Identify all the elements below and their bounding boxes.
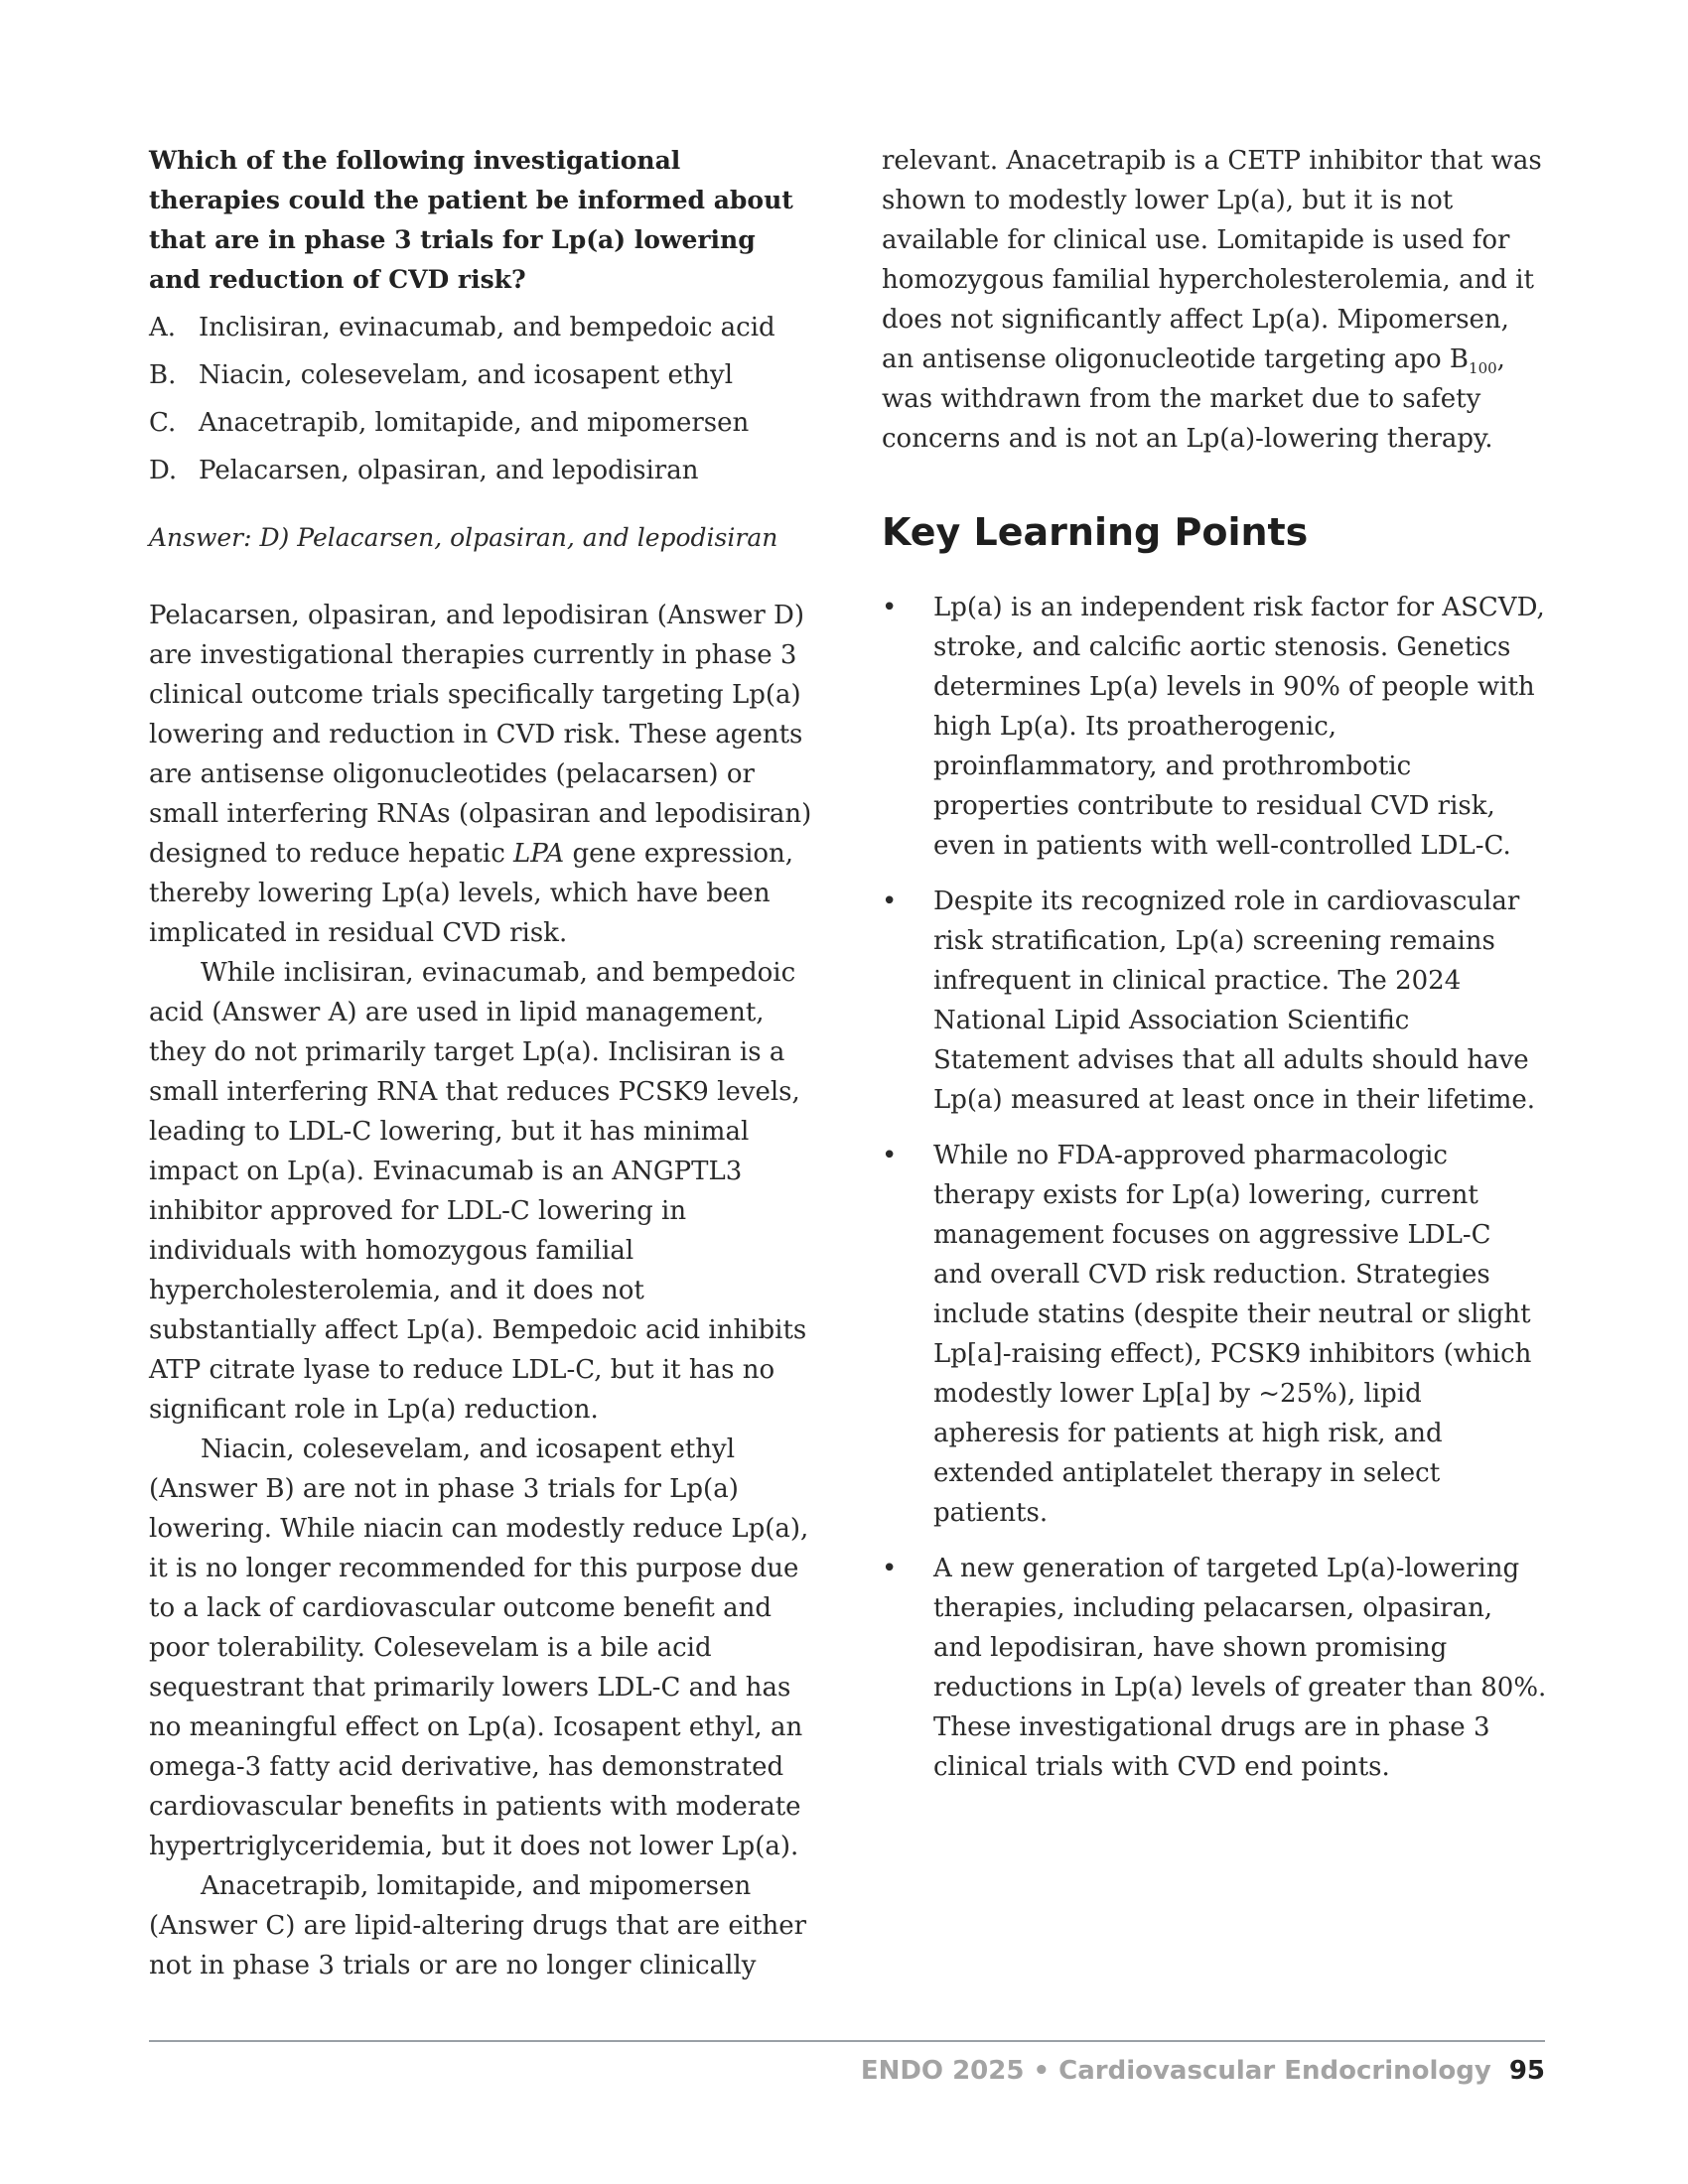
paragraph-text: Pelacarsen, olpasiran, and lepodisiran (Answer D) are investigational therapies currently in phase 3 clinical outcome trials specifically targeting Lp(a) lowering and reduction in CVD risk. These agents are antisense oligonucleotides (pelacarsen) or small interfering RNAs (olpasiran and lepodisiran) designed to reduce hepatic (149, 601, 812, 869)
page-footer (861, 2051, 1545, 2091)
key-points-list (882, 588, 1547, 1787)
bullet-icon: • (882, 887, 898, 916)
answer-options (149, 304, 814, 494)
left-column (149, 141, 814, 1985)
key-point-item (882, 882, 1547, 1120)
question-stem: Which of the following investigational therapies could the patient be informed about that are in phase 3 trials for Lp(a) lowering and reduction of CVD risk? (149, 146, 793, 294)
option-letter: A. (149, 313, 177, 342)
explanation-paragraph-2: While inclisiran, evinacumab, and bempedoic acid (Answer A) are used in lipid management, they do not primarily target Lp(a). Inclisiran is a small interfering RNA that reduces PCSK9 levels, leading to LDL-C lowering, but it has minimal impact on Lp(a). Evinacumab is an ANGPTL3 inhibitor approved for LDL-C lowering in individuals with homozygous familial hypercholesterolemia, and it does not substantially affect Lp(a). Bempedoic acid inhibits ATP citrate lyase to reduce LDL-C, but it has no significant role in Lp(a) reduction. (149, 958, 807, 1425)
subscript: 100 (1469, 359, 1497, 378)
key-point-item (882, 588, 1547, 866)
option-a (149, 304, 814, 351)
key-point-text: Despite its recognized role in cardiovascular risk stratification, Lp(a) screening remains infrequent in clinical practice. The 2024 National Lipid Association Scientific Statement advises that all adults should have Lp(a) measured at least once in their lifetime. (933, 887, 1536, 1115)
bullet-icon: • (882, 1554, 898, 1583)
explanation-paragraph-1 (149, 596, 814, 953)
explanation-paragraph-4-continued (882, 141, 1547, 459)
key-point-text: While no FDA-approved pharmacologic therapy exists for Lp(a) lowering, current management focuses on aggressive LDL-C and overall CVD risk reduction. Strategies include statins (despite their neutral or slight Lp[a]-raising effect), PCSK9 inhibitors (which modestly lower Lp[a] by ~25%), lipid apheresis for patients at high risk, and extended antiplatelet therapy in select patients. (933, 1141, 1532, 1528)
option-d (149, 447, 814, 494)
bullet-icon: • (882, 1141, 898, 1170)
key-learning-points-heading: Key Learning Points (882, 510, 1309, 554)
option-b (149, 351, 814, 399)
key-point-text: Lp(a) is an independent risk factor for ASCVD, stroke, and calcific aortic stenosis. Genetics determines Lp(a) levels in 90% of people with high Lp(a). Its proatherogenic, proinflammatory, and prothrombotic properties contribute to residual CVD risk, even in patients with well-controlled LDL-C. (933, 593, 1545, 861)
key-point-item (882, 1549, 1547, 1787)
option-letter: D. (149, 456, 178, 485)
bullet-icon: • (882, 593, 898, 622)
page-number: 95 (1508, 2056, 1545, 2086)
answer-line: Answer: D) Pelacarsen, olpasiran, and lepodisiran (149, 523, 778, 552)
option-letter: B. (149, 360, 177, 390)
explanation-paragraph-4: Anacetrapib, lomitapide, and mipomersen (Answer C) are lipid-altering drugs that are either not in phase 3 trials or are no longer clinically (149, 1871, 807, 1980)
gene-name: LPA (513, 839, 565, 869)
option-c (149, 399, 814, 447)
key-point-item (882, 1136, 1547, 1533)
paragraph-text: gene expression, thereby lowering Lp(a) levels, which have been implicated in residual CVD risk. (149, 839, 794, 948)
option-letter: C. (149, 408, 177, 438)
explanation-paragraph-3: Niacin, colesevelam, and icosapent ethyl (Answer B) are not in phase 3 trials for Lp(a) lowering. While niacin can modestly reduce Lp(a), it is no longer recommended for this purpose due to a lack of cardiovascular outcome benefit and poor tolerability. Colesevelam is a bile acid sequestrant that primarily lowers LDL-C and has no meaningful effect on Lp(a). Icosapent ethyl, an omega-3 fatty acid derivative, has demonstrated cardiovascular benefits in patients with moderate hypertriglyceridemia, but it does not lower Lp(a). (149, 1434, 809, 1861)
footer-divider (149, 2040, 1545, 2042)
paragraph-text: , was withdrawn from the market due to safety concerns and is not an Lp(a)-lowering therapy. (882, 344, 1505, 454)
option-text: Niacin, colesevelam, and icosapent ethyl (199, 360, 734, 390)
key-point-text: A new generation of targeted Lp(a)-lowering therapies, including pelacarsen, olpasiran, and lepodisiran, have shown promising reductions in Lp(a) levels of greater than 80%. These investigational drugs are in phase 3 clinical trials with CVD end points. (933, 1554, 1547, 1782)
option-text: Pelacarsen, olpasiran, and lepodisiran (199, 456, 699, 485)
right-column (882, 141, 1547, 1803)
running-footer-text: ENDO 2025 • Cardiovascular Endocrinology (860, 2056, 1491, 2086)
paragraph-text: relevant. Anacetrapib is a CETP inhibitor that was shown to modestly lower Lp(a), but it is not available for clinical use. Lomitapide is used for homozygous familial hypercholesterolemia, and it does not significantly affect Lp(a). Mipomersen, an antisense oligonucleotide targeting apo B (882, 146, 1542, 374)
option-text: Inclisiran, evinacumab, and bempedoic acid (199, 313, 775, 342)
option-text: Anacetrapib, lomitapide, and mipomersen (199, 408, 750, 438)
